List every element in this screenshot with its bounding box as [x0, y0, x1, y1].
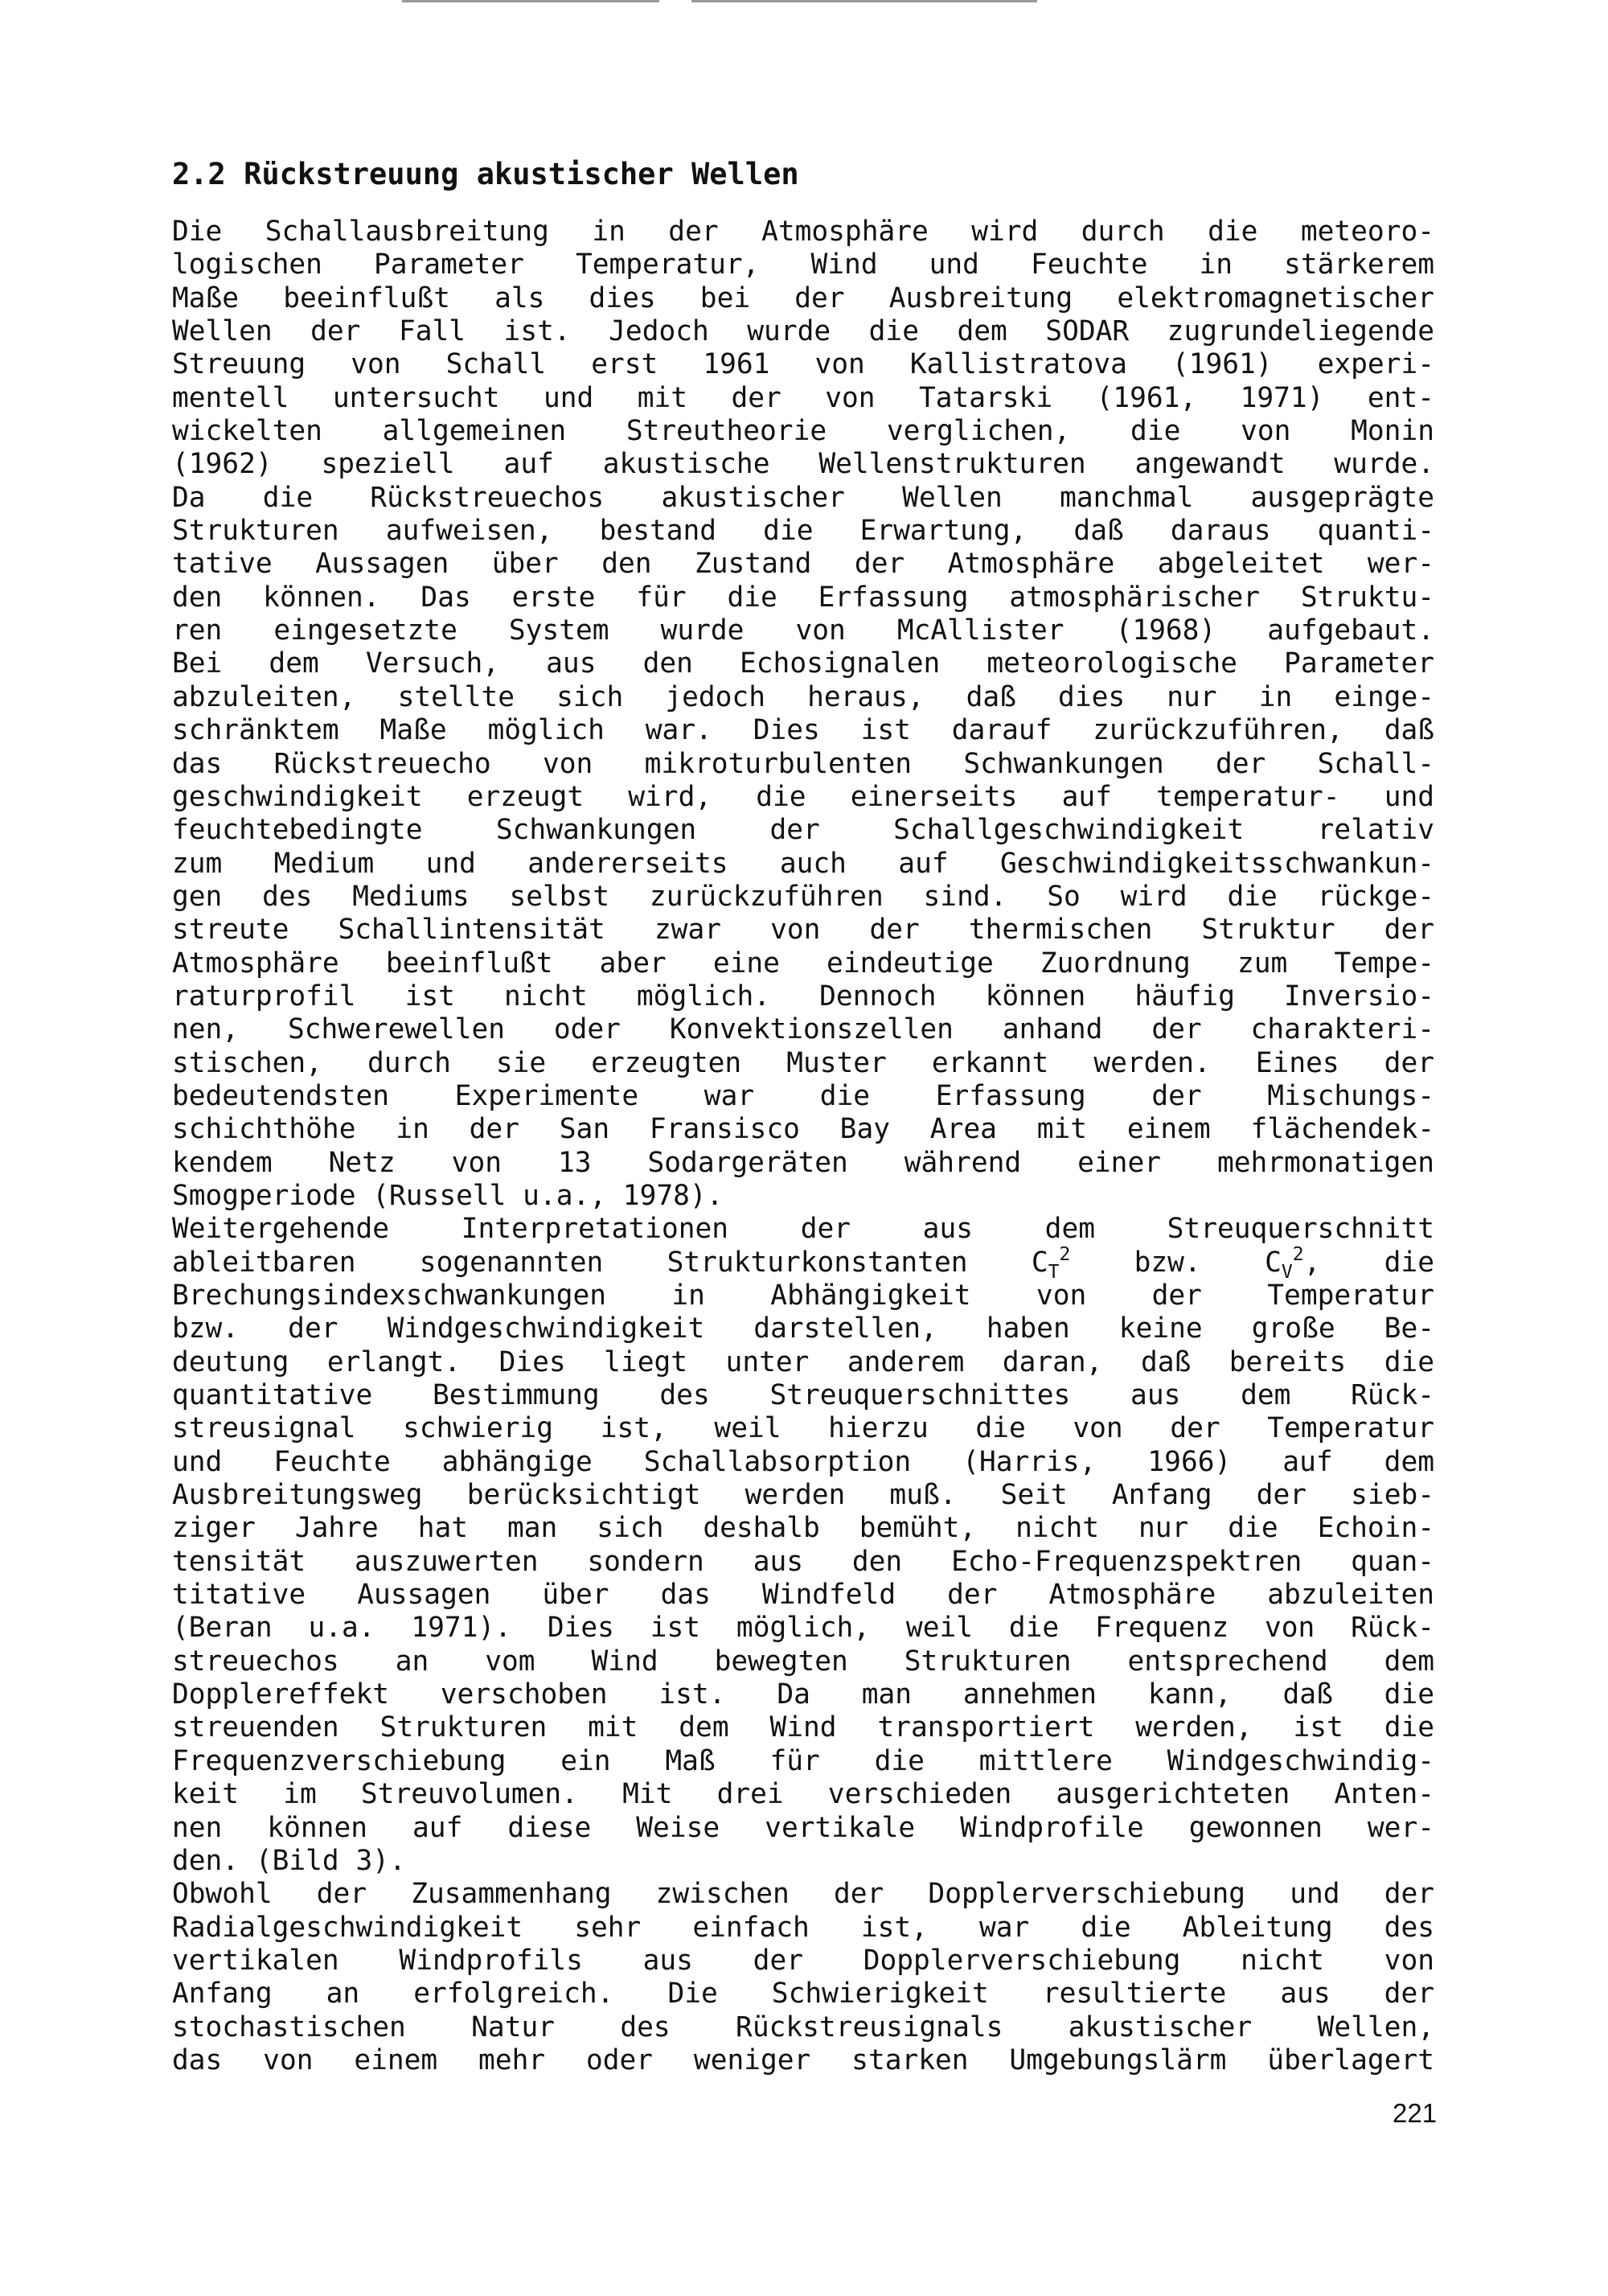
text-line: Maße beeinflußt als dies bei der Ausbreitung elektromagnetischer — [172, 281, 1434, 314]
text-line: ren eingesetzte System wurde von McAllister (1968) aufgebaut. — [172, 614, 1434, 647]
text-line: logischen Parameter Temperatur, Wind und Feuchte in stärkerem — [172, 248, 1434, 281]
text-line: geschwindigkeit erzeugt wird, die einerseits auf temperatur- und — [172, 780, 1434, 813]
text-line: und Feuchte abhängige Schallabsorption (Harris, 1966) auf dem — [172, 1445, 1434, 1478]
text-line: Wellen der Fall ist. Jedoch wurde die dem SODAR zugrundeliegende — [172, 315, 1434, 348]
text-line: raturprofil ist nicht möglich. Dennoch können häufig Inversio- — [172, 980, 1434, 1012]
formula-trailing-text: , die — [1303, 1246, 1434, 1279]
top-scan-rule-left — [402, 0, 659, 2]
text-line: mentell untersucht und mit der von Tatarski (1961, 1971) ent- — [172, 381, 1434, 414]
text-line: keit im Streuvolumen. Mit drei verschieden ausgerichteten Anten- — [172, 1778, 1434, 1811]
text-line: Obwohl der Zusammenhang zwischen der Dopplerverschiebung und der — [172, 1878, 1434, 1911]
text-line: den können. Das erste für die Erfassung atmosphärischer Struktu- — [172, 581, 1434, 614]
text-line: tensität auszuwerten sondern aus den Echo-Frequenzspektren quan- — [172, 1545, 1434, 1578]
section-heading: 2.2 Rückstreuung akustischer Wellen — [172, 157, 799, 191]
text-line: vertikalen Windprofils aus der Dopplerverschiebung nicht von — [172, 1944, 1434, 1977]
text-line: titative Aussagen über das Windfeld der Atmosphäre abzuleiten — [172, 1579, 1434, 1612]
text-line: Brechungsindexschwankungen in Abhängigkeit von der Temperatur — [172, 1279, 1434, 1312]
text-line: Anfang an erfolgreich. Die Schwierigkeit resultierte aus der — [172, 1978, 1434, 2011]
body-text — [172, 216, 1434, 2077]
text-line: deutung erlangt. Dies liegt unter anderem daran, daß bereits die — [172, 1345, 1434, 1378]
text-line: zum Medium und andererseits auch auf Geschwindigkeitsschwankun- — [172, 847, 1434, 880]
text-line: stischen, durch sie erzeugten Muster erkannt werden. Eines der — [172, 1046, 1434, 1079]
text-line-with-formula — [172, 1243, 1434, 1283]
text-line: ziger Jahre hat man sich deshalb bemüht, nicht nur die Echoin- — [172, 1512, 1434, 1545]
text-line: quantitative Bestimmung des Streuquerschnittes aus dem Rück- — [172, 1379, 1434, 1412]
text-line: streusignal schwierig ist, weil hierzu die von der Temperatur — [172, 1412, 1434, 1445]
text-line: schichthöhe in der San Fransisco Bay Area mit einem flächendek- — [172, 1113, 1434, 1146]
text-line: Weitergehende Interpretationen der aus dem Streuquerschnitt — [172, 1213, 1434, 1246]
text-line: (Beran u.a. 1971). Dies ist möglich, weil die Frequenz von Rück- — [172, 1612, 1434, 1645]
formula-bzw: bzw. — [1134, 1246, 1201, 1279]
text-line: bzw. der Windgeschwindigkeit darstellen, haben keine große Be- — [172, 1312, 1434, 1345]
text-line: Frequenzverschiebung ein Maß für die mittlere Windgeschwindig- — [172, 1744, 1434, 1777]
text-line: Strukturen aufweisen, bestand die Erwartung, daß daraus quanti- — [172, 515, 1434, 548]
text-line: tative Aussagen über den Zustand der Atmosphäre abgeleitet wer- — [172, 548, 1434, 581]
cv2-symbol: $C_V^2$ — [1265, 1243, 1304, 1283]
text-line: abzuleiten, stellte sich jedoch heraus, daß dies nur in einge- — [172, 680, 1434, 713]
text-line: streuenden Strukturen mit dem Wind transportiert werden, ist die — [172, 1711, 1434, 1744]
text-line: schränktem Maße möglich war. Dies ist darauf zurückzuführen, daß — [172, 714, 1434, 747]
text-line: stochastischen Natur des Rückstreusignals akustischer Wellen, — [172, 2011, 1434, 2043]
text-line: feuchtebedingte Schwankungen der Schallgeschwindigkeit relativ — [172, 814, 1434, 847]
formula-lead-text: ableitbaren sogenannten Strukturkonstanten — [172, 1246, 968, 1279]
text-line: wickelten allgemeinen Streutheorie verglichen, die von Monin — [172, 415, 1434, 448]
text-line: nen können auf diese Weise vertikale Windprofile gewonnen wer- — [172, 1811, 1434, 1844]
text-line: Atmosphäre beeinflußt aber eine eindeutige Zuordnung zum Tempe- — [172, 947, 1434, 980]
text-line: Bei dem Versuch, aus den Echosignalen meteorologische Parameter — [172, 647, 1434, 680]
page-number: 221 — [1393, 2098, 1438, 2128]
text-line: Radialgeschwindigkeit sehr einfach ist, war die Ableitung des — [172, 1911, 1434, 1944]
text-line: bedeutendsten Experimente war die Erfassung der Mischungs- — [172, 1079, 1434, 1112]
text-line: Streuung von Schall erst 1961 von Kallistratova (1961) experi- — [172, 348, 1434, 381]
text-line: gen des Mediums selbst zurückzuführen sind. So wird die rückge- — [172, 880, 1434, 913]
text-line: Ausbreitungsweg berücksichtigt werden muß. Seit Anfang der sieb- — [172, 1479, 1434, 1512]
text-line: nen, Schwerewellen oder Konvektionszellen anhand der charakteri- — [172, 1013, 1434, 1046]
text-line: streuechos an vom Wind bewegten Strukturen entsprechend dem — [172, 1645, 1434, 1678]
text-line: Dopplereffekt verschoben ist. Da man annehmen kann, daß die — [172, 1678, 1434, 1711]
text-line: das von einem mehr oder weniger starken Umgebungslärm überlagert — [172, 2043, 1434, 2076]
ct2-symbol: $C_T^2$ — [1031, 1243, 1071, 1283]
text-line: streute Schallintensität zwar von der thermischen Struktur der — [172, 914, 1434, 947]
text-line: kendem Netz von 13 Sodargeräten während einer mehrmonatigen — [172, 1146, 1434, 1179]
text-line: den. (Bild 3). — [172, 1844, 406, 1877]
top-scan-rule-right — [691, 0, 1037, 2]
text-line: das Rückstreuecho von mikroturbulenten Schwankungen der Schall- — [172, 747, 1434, 780]
text-line: Da die Rückstreuechos akustischer Wellen manchmal ausgeprägte — [172, 481, 1434, 514]
text-line: Die Schallausbreitung in der Atmosphäre wird durch die meteoro- — [172, 216, 1434, 248]
text-line: (1962) speziell auf akustische Wellenstrukturen angewandt wurde. — [172, 448, 1434, 481]
text-line: Smogperiode (Russell u.a., 1978). — [172, 1179, 724, 1212]
